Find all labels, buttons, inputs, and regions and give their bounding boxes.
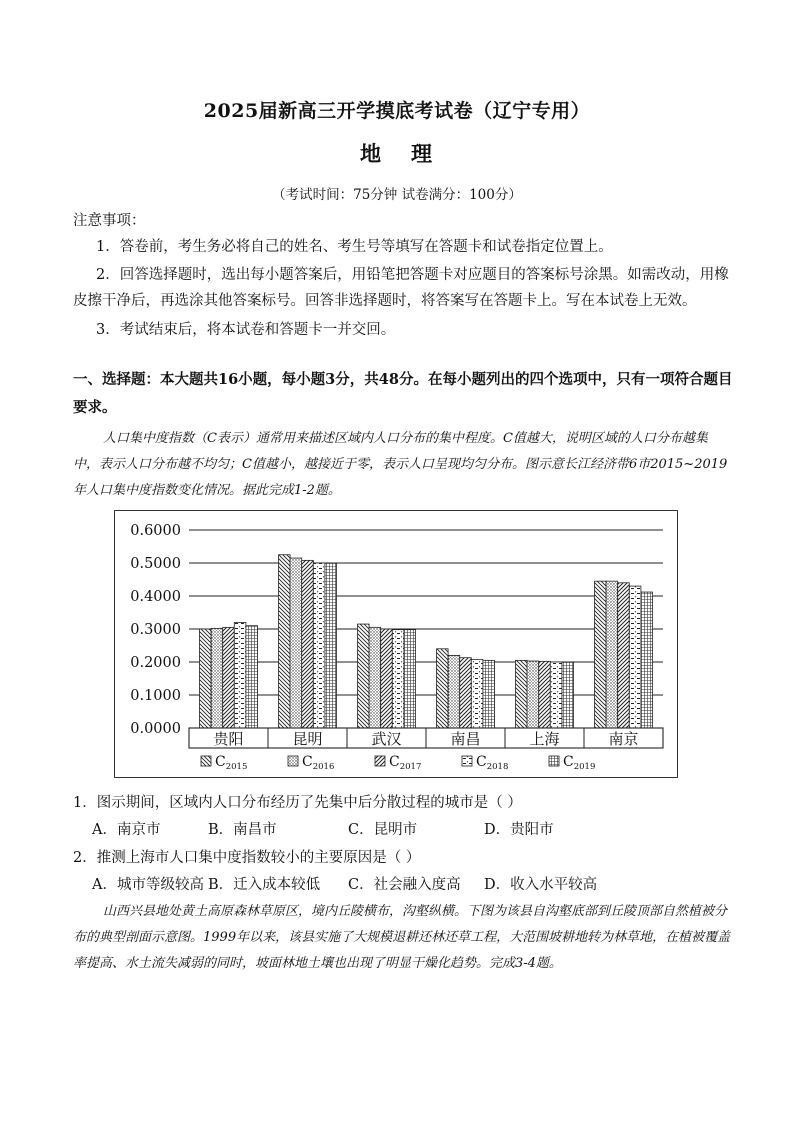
- bar-C2015: [358, 624, 370, 728]
- bar-C2016: [448, 655, 460, 728]
- legend-swatch: [201, 756, 211, 766]
- bar-C2019: [325, 563, 337, 728]
- legend-label: $C_{2016}$: [302, 754, 335, 772]
- bar-C2019: [483, 660, 495, 728]
- legend-label: $C_{2017}$: [389, 754, 422, 772]
- bar-C2016: [211, 628, 223, 728]
- chart-frame: [114, 510, 678, 778]
- bar-C2019: [404, 630, 416, 728]
- legend-label: $C_{2019}$: [563, 754, 596, 772]
- legend-label: $C_{2015}$: [215, 754, 248, 772]
- bar-C2018: [471, 659, 483, 728]
- legend-swatch: [549, 756, 559, 766]
- bar-C2017: [539, 661, 551, 728]
- bar-C2015: [279, 555, 291, 728]
- bar-C2019: [246, 626, 258, 728]
- q1-option-a[interactable]: A．南京市: [92, 822, 161, 838]
- bar-C2018: [234, 622, 246, 728]
- note-item-3: 3．考试结束后，将本试卷和答题卡一并交回。: [96, 322, 396, 338]
- bar-C2017: [302, 560, 314, 728]
- population-concentration-chart: [115, 511, 677, 777]
- bar-C2018: [550, 662, 562, 728]
- q1-option-c[interactable]: C．昆明市: [348, 822, 418, 838]
- question-stem-1: 人口集中度指数（C表示）通常用来描述区域内人口分布的集中程度。C值越大，说明区域的人口分布越集中，表示人口分布越不均匀；C值越小，越接近于零，表示人口呈现均匀分布。图示意长江经济带6市2015~2019年人口集中度指数变化情况。据此完成1-2题。: [73, 431, 728, 498]
- bar-C2017: [618, 583, 630, 728]
- q2-option-d[interactable]: D．收入水平较高: [484, 877, 598, 893]
- question-stem-3-4: 山西兴县地处黄土高原森林草原区，境内丘陵横布，沟壑纵横。下图为该县自沟壑底部到丘陵顶部自然植被分布的典型剖面示意图。1999年以来，该县实施了大规模退耕还林还草工程，大范围坡耕地转为林草地，在植被覆盖率提高、水土流失减弱的同时，坡面林地土壤也出现了明显干燥化趋势。完成3-4题。: [73, 904, 731, 971]
- q2-option-c[interactable]: C．社会融入度高: [348, 877, 461, 893]
- bar-C2017: [223, 627, 235, 728]
- legend-label: $C_{2018}$: [476, 754, 509, 772]
- bar-C2018: [313, 563, 325, 728]
- y-tick-label: 0.5000: [130, 556, 181, 572]
- x-tick-label: 南昌: [450, 730, 481, 748]
- question-2: 2．推测上海市人口集中度指数较小的主要原因是（ ）: [73, 850, 421, 866]
- bar-C2016: [606, 581, 618, 728]
- legend-swatch: [375, 756, 385, 766]
- bar-C2018: [392, 630, 404, 728]
- note-item-2: 2．回答选择题时，选出每小题答案后，用铅笔把答题卡对应题目的答案标号涂黑。如需改动，用橡皮擦干净后，再选涂其他答案标号。回答非选择题时，将答案写在答题卡上。写在本试卷上无效。: [73, 267, 729, 309]
- subject-title: 地理: [360, 141, 462, 166]
- x-tick-label: 贵阳: [213, 730, 244, 748]
- q1-option-d[interactable]: D．贵阳市: [484, 822, 554, 838]
- q1-option-b[interactable]: B．南昌市: [208, 822, 277, 838]
- section-heading: 一、选择题：本大题共16小题，每小题3分，共48分。在每小题列出的四个选项中，只有一项符合题目要求。: [73, 371, 733, 416]
- bar-C2015: [595, 581, 607, 728]
- bar-C2019: [641, 592, 653, 728]
- bar-C2019: [562, 662, 574, 728]
- note-item-1: 1．答卷前，考生务必将自己的姓名、考生号等填写在答题卡和试卷指定位置上。: [96, 239, 613, 255]
- y-tick-label: 0.0000: [130, 721, 181, 737]
- y-tick-label: 0.3000: [130, 622, 181, 638]
- bar-C2015: [437, 649, 449, 728]
- bar-C2016: [290, 558, 302, 728]
- q2-option-b[interactable]: B．迁入成本较低: [208, 877, 321, 893]
- bar-C2015: [516, 660, 528, 728]
- x-tick-label: 昆明: [292, 730, 323, 748]
- y-tick-label: 0.4000: [130, 589, 181, 605]
- question-1: 1．图示期间，区域内人口分布经历了先集中后分散过程的城市是（ ）: [73, 795, 522, 811]
- bar-C2018: [629, 586, 641, 728]
- exam-info: （考试时间：75分钟 试卷满分：100分）: [272, 187, 522, 203]
- y-tick-label: 0.1000: [130, 688, 181, 704]
- bar-C2017: [381, 629, 393, 728]
- bar-C2016: [369, 627, 381, 728]
- x-tick-label: 南京: [608, 730, 639, 748]
- x-tick-label: 武汉: [371, 730, 402, 748]
- exam-title: 2025届新高三开学摸底考试卷（辽宁专用）: [203, 100, 591, 122]
- notes-heading: 注意事项：: [73, 213, 146, 229]
- bar-C2017: [460, 658, 472, 728]
- q2-option-a[interactable]: A．城市等级较高: [92, 877, 204, 893]
- y-tick-label: 0.2000: [130, 655, 181, 671]
- legend-swatch: [288, 756, 298, 766]
- bar-C2015: [200, 629, 212, 728]
- x-tick-label: 上海: [529, 730, 560, 748]
- legend-swatch: [462, 756, 472, 766]
- bar-C2016: [527, 661, 539, 728]
- y-tick-label: 0.6000: [130, 523, 181, 539]
